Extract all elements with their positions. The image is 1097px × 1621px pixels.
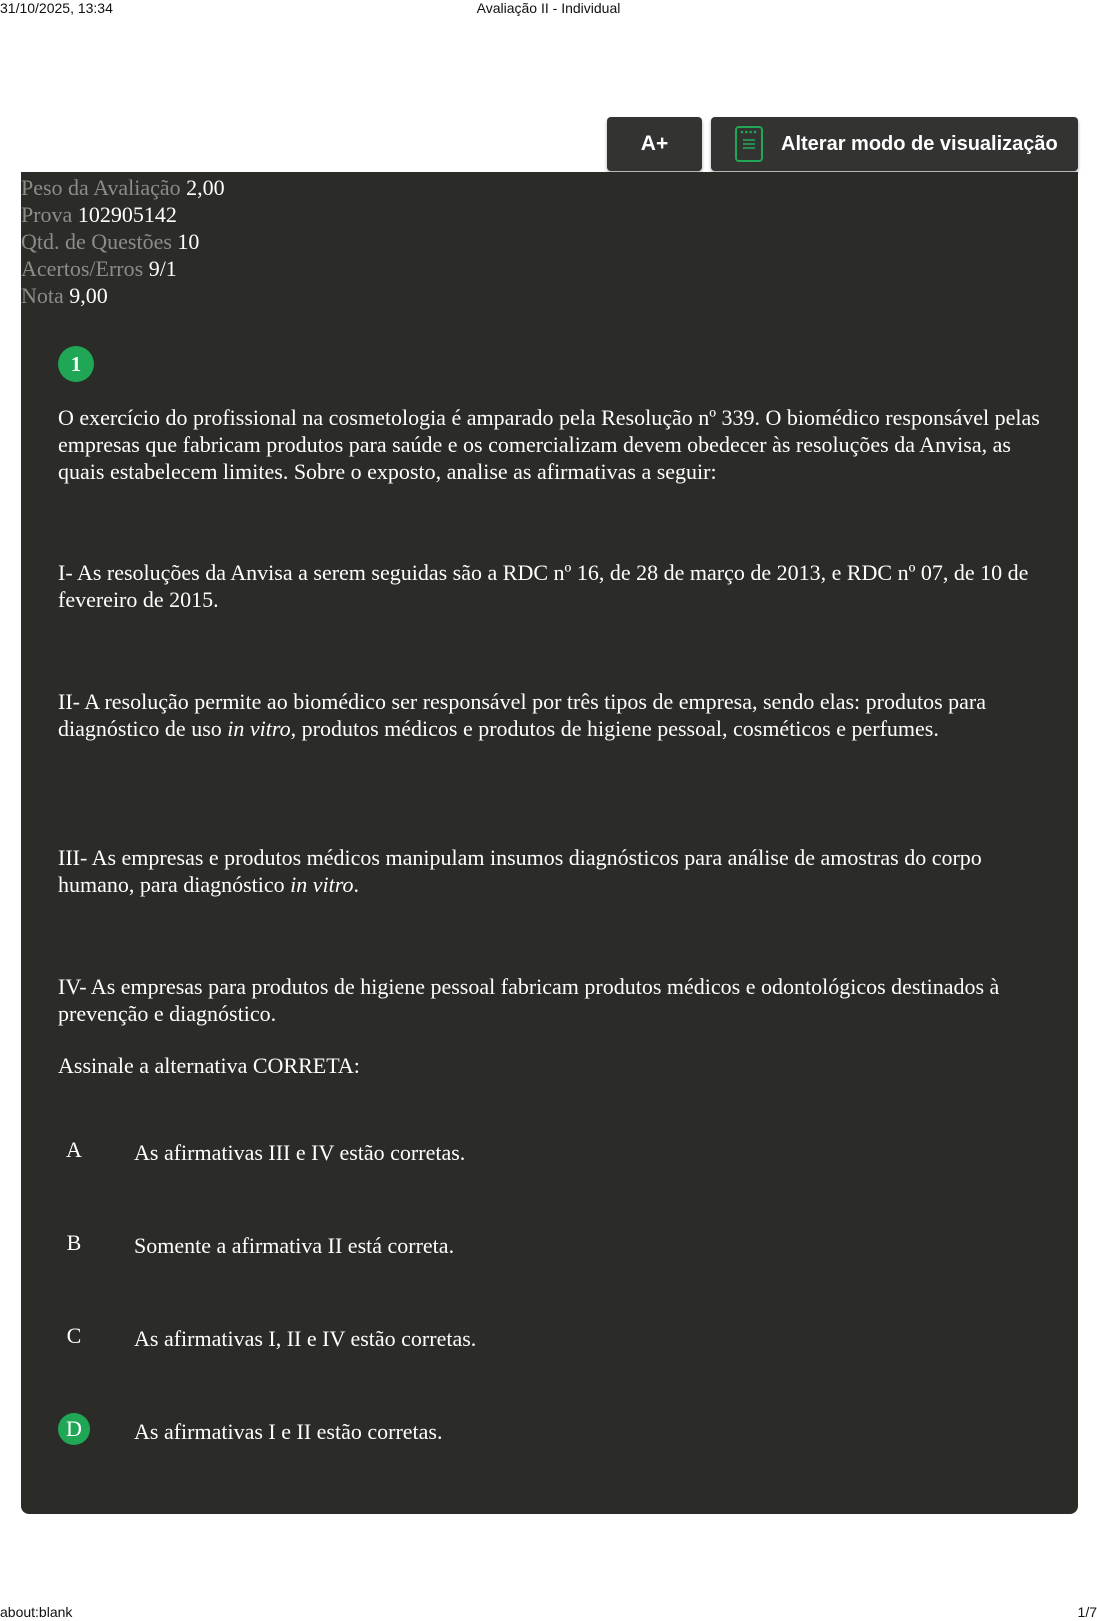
option-text: Somente a afirmativa II está correta. bbox=[134, 1233, 455, 1258]
change-view-mode-button[interactable] bbox=[711, 117, 1078, 171]
question-intro: O exercício do profissional na cosmetologia é amparado pela Resolução nº 339. O biomédico responsável pelas empresas que fabricam produtos para saúde e os comercializam devem obedecer às resoluções da Anvisa, as quais estabelecem limites. Sobre o exposto, analise as afirmativas a seguir: bbox=[58, 405, 1040, 484]
document-view-icon bbox=[735, 126, 763, 162]
view-mode-label: Alterar modo de visualização bbox=[781, 132, 1058, 155]
summary-weight bbox=[21, 174, 1078, 201]
statement-1: I- As resoluções da Anvisa a serem seguidas são a RDC nº 16, de 28 de março de 2013, e RDC nº 07, de 10 de fevereiro de 2015. bbox=[58, 560, 1029, 612]
option-b[interactable] bbox=[58, 1227, 1058, 1267]
weight-label: Peso da Avaliação bbox=[21, 175, 181, 200]
grade-label: Nota bbox=[21, 283, 64, 308]
score-value: 9/1 bbox=[148, 256, 177, 281]
option-c[interactable] bbox=[58, 1320, 1058, 1360]
grade-value: 9,00 bbox=[69, 283, 108, 308]
statement-2-italic: in vitro bbox=[227, 716, 291, 741]
statement-3-text-b: . bbox=[353, 872, 360, 897]
font-size-increase-button[interactable] bbox=[607, 117, 702, 171]
option-text: As afirmativas I e II estão corretas. bbox=[134, 1419, 443, 1444]
exam-summary bbox=[21, 172, 1078, 308]
statement-3-italic: in vitro bbox=[290, 872, 354, 897]
score-label: Acertos/Erros bbox=[21, 256, 144, 281]
option-letter: A bbox=[66, 1137, 82, 1162]
exam-label: Prova bbox=[21, 202, 73, 227]
summary-grade bbox=[21, 282, 1078, 309]
option-letter: C bbox=[66, 1323, 82, 1348]
summary-score bbox=[21, 255, 1078, 282]
option-text: As afirmativas III e IV estão corretas. bbox=[134, 1140, 466, 1165]
font-size-label: A+ bbox=[640, 132, 669, 155]
print-footer bbox=[0, 1604, 1097, 1621]
option-letter: B bbox=[66, 1230, 82, 1255]
question-card bbox=[21, 308, 1078, 1514]
print-page-number: 1/7 bbox=[1077, 1604, 1097, 1620]
questions-label: Qtd. de Questões bbox=[21, 229, 172, 254]
option-d[interactable] bbox=[58, 1413, 1058, 1453]
statement-2-text-b: , produtos médicos e produtos de higiene pessoal, cosméticos e perfumes. bbox=[290, 716, 939, 741]
option-text: As afirmativas I, II e IV estão corretas. bbox=[134, 1326, 477, 1351]
print-header bbox=[0, 0, 1097, 20]
statement-2 bbox=[58, 688, 1058, 742]
statement-2-text-a: II- A resolução permite ao biomédico ser responsável por três tipos de empresa, sendo elas: produtos para diagnóstico de uso bbox=[58, 689, 986, 741]
questions-value: 10 bbox=[177, 229, 200, 254]
print-title: Avaliação II - Individual bbox=[476, 0, 621, 16]
option-a[interactable] bbox=[58, 1134, 1058, 1174]
option-letter-selected: D bbox=[58, 1413, 90, 1445]
question-number-badge: 1 bbox=[58, 346, 94, 382]
statement-3 bbox=[58, 844, 1058, 898]
summary-questions bbox=[21, 228, 1078, 255]
print-url: about:blank bbox=[0, 1604, 73, 1620]
statement-3-text-a: III- As empresas e produtos médicos manipulam insumos diagnósticos para análise de amostras do corpo humano, para diagnóstico bbox=[58, 845, 982, 897]
print-datetime: 31/10/2025, 13:34 bbox=[0, 0, 113, 16]
weight-value: 2,00 bbox=[186, 175, 225, 200]
exam-value: 102905142 bbox=[77, 202, 177, 227]
summary-exam bbox=[21, 201, 1078, 228]
answer-prompt: Assinale a alternativa CORRETA: bbox=[58, 1053, 360, 1078]
statement-4: IV- As empresas para produtos de higiene pessoal fabricam produtos médicos e odontológicos destinados à prevenção e diagnóstico. bbox=[58, 974, 1000, 1026]
